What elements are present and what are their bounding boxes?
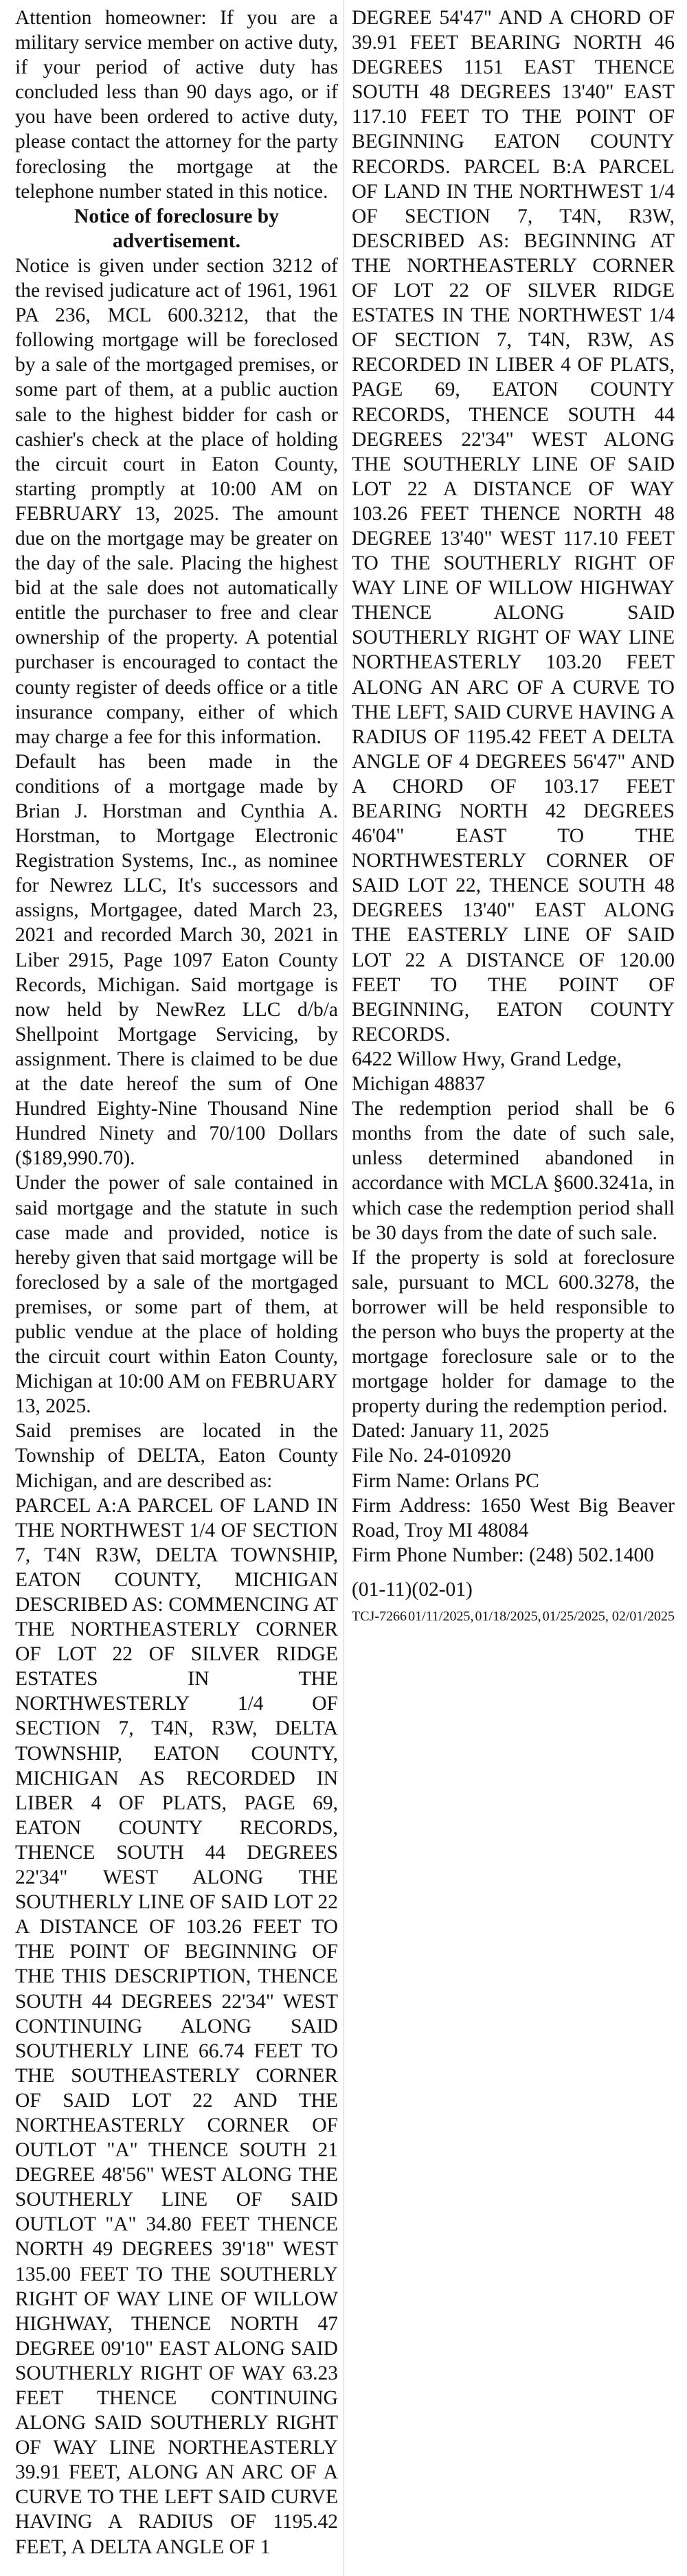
dated-line: Dated: January 11, 2025 xyxy=(352,1420,550,1443)
publication-dates-2: 01/18/2025, xyxy=(475,1609,541,1624)
power-of-sale-paragraph: Under the power of sale contained in said mortgage and the statute in such case made and provided, notice is hereby given that said mortgage will be foreclosed by a sale of the mortgaged premises, or some part of them, at public vendue at the place of holding the circuit court within Eaton County, Michigan at 10:00 AM on FEBRUARY 13, 2025. xyxy=(15,1172,338,1418)
liability-paragraph: If the property is sold at foreclosure sale, pursuant to MCL 600.3278, the borrower will be held responsible to the person who buys the property at the mortgage foreclosure sale or to the mortgage holder for damage to the property during the redemption period. xyxy=(352,1246,675,1418)
military-attention-paragraph: Attention homeowner: If you are a military service member on active duty, if your period of active duty has concluded less than 90 days ago, or if you have been ordered to active duty, please contact the attorney for the party foreclosing the mortgage at the telephone number stated in this notice. xyxy=(15,7,338,203)
property-address-line-1: 6422 Willow Hwy, Grand Ledge, xyxy=(352,1048,622,1070)
default-paragraph: Default has been made in the conditions of a mortgage made by Brian J. Horstman and Cynthia A. Horstman, to Mortgage Electronic Registration Systems, Inc., as nominee for Newrez LLC, It's successors and assigns, Mortgagee, dated March 23, 2021 and recorded March 30, 2021 in Liber 2915, Page 1097 Eaton County Records, Michigan. Said mortgage is now held by NewRez LLC d/b/a Shellpoint Mortgage Servicing, by assignment. There is claimed to be due at the date hereof the sum of One Hundred Eighty-Nine Thousand Nine Hundred Ninety and 70/100 Dollars ($189,990.70). xyxy=(15,750,338,1170)
publication-dates-3: 01/25/2025, 02/01/2025 xyxy=(542,1609,675,1624)
firm-address-line: Firm Address: 1650 West Big Beaver Road, Troy MI 48084 xyxy=(352,1494,675,1541)
run-dates-line: (01-11)(02-01) xyxy=(352,1578,473,1601)
file-number-line: File No. 24-010920 xyxy=(352,1445,511,1467)
sale-notice-paragraph: Notice is given under section 3212 of the revised judicature act of 1961, 1961 PA 236, MCL 600.3212, that the following mortgage will be foreclosed by a sale of the mortgaged premises, or some part of them, at a public auction sale to the highest bidder for cash or cashier's check at the place of holding the circuit court in Eaton County, starting promptly at 10:00 AM on FEBRUARY 13, 2025. The amount due on the mortgage may be greater on the day of the sale. Placing the highest bid at the sale does not automatically entitle the purchaser to free and clear ownership of the property. A potential purchaser is encouraged to contact the county register of deeds office or a title insurance company, either of which may charge a fee for this information. xyxy=(15,254,338,748)
redemption-paragraph: The redemption period shall be 6 months from the date of such sale, unless determined abandoned in accordance with MCLA §600.3241a, in which case the redemption period shall be 30 days from the date of such sale. xyxy=(352,1098,675,1244)
publication-code-id: TCJ-7266 xyxy=(352,1609,407,1624)
premises-location-paragraph: Said premises are located in the Township of DELTA, Eaton County Michigan, and are described as: xyxy=(15,1420,338,1492)
publication-dates-1: 01/11/2025, xyxy=(408,1609,474,1624)
firm-name-line: Firm Name: Orlans PC xyxy=(352,1469,539,1492)
legal-description-part-1: PARCEL A:A PARCEL OF LAND IN THE NORTHWEST 1/4 OF SECTION 7, T4N R3W, DELTA TOWNSHIP, EATON COUNTY, MICHIGAN DESCRIBED AS: COMMENCING AT THE NORTHEASTERLY CORNER OF LOT 22 OF SILVER RIDGE ESTATES IN THE NORTHWESTERLY 1/4 OF SECTION 7, T4N, R3W, DELTA TOWNSHIP, EATON COUNTY, MICHIGAN AS RECORDED IN LIBER 4 OF PLATS, PAGE 69, EATON COUNTY RECORDS, THENCE SOUTH 44 DEGREES 22'34" WEST ALONG THE SOUTHERLY LINE OF SAID LOT 22 A DISTANCE OF 103.26 FEET TO THE POINT OF BEGINNING OF THE THIS DESCRIPTION, THENCE SOUTH 44 DEGREES 22'34" WEST CONTINUING ALONG SAID SOUTHERLY LINE 66.74 FEET TO THE SOUTHEASTERLY CORNER OF SAID LOT 22 AND THE NORTHEASTERLY CORNER OF OUTLOT "A" THENCE SOUTH 21 DEGREE 48'56" WEST ALONG THE SOUTHERLY LINE OF SAID OUTLOT "A" 34.80 FEET THENCE NORTH 49 DEGREES 39'18" WEST 135.00 FEET TO THE SOUTHERLY RIGHT OF WAY LINE OF WILLOW HIGHWAY, THENCE NORTH 47 DEGREE 09'10" EAST ALONG SAID SOUTHERLY RIGHT OF WAY 63.23 FEET THENCE CONTINUING ALONG SAID SOUTHERLY RIGHT OF WAY LINE NORTHEASTERLY 39.91 FEET, ALONG AN ARC OF A CURVE TO THE LEFT SAID CURVE HAVING A RADIUS OF 1195.42 FEET, A DELTA ANGLE OF 1 xyxy=(15,1494,338,2558)
legal-description-part-2: DEGREE 54'47" AND A CHORD OF 39.91 FEET BEARING NORTH 46 DEGREES 1151 EAST THENCE SOUTH 48 DEGREES 13'40" EAST 117.10 FEET TO THE POINT OF BEGINNING EATON COUNTY RECORDS. PARCEL B:A PARCEL OF LAND IN THE NORTHWEST 1/4 OF SECTION 7, T4N, R3W, DESCRIBED AS: BEGINNING AT THE NORTHEASTERLY CORNER OF LOT 22 OF SILVER RIDGE ESTATES IN THE NORTHWEST 1/4 OF SECTION 7, T4N, R3W, AS RECORDED IN LIBER 4 OF PLATS, PAGE 69, EATON COUNTY RECORDS, THENCE SOUTH 44 DEGREES 22'34" WEST ALONG THE SOUTHERLY LINE OF SAID LOT 22 A DISTANCE OF WAY 103.26 FEET THENCE NORTH 48 DEGREE 13'40" WEST 117.10 FEET TO THE SOUTHERLY RIGHT OF WAY LINE OF WILLOW HIGHWAY THENCE ALONG SAID SOUTHERLY RIGHT OF WAY LINE NORTHEASTERLY 103.20 FEET ALONG AN ARC OF A CURVE TO THE LEFT, SAID CURVE HAVING A RADIUS OF 1195.42 FEET A DELTA ANGLE OF 4 DEGREES 56'47" AND A CHORD OF 103.17 FEET BEARING NORTH 42 DEGREES 46'04" EAST TO THE NORTHWESTERLY CORNER OF SAID LOT 22, THENCE SOUTH 48 DEGREES 13'40" EAST ALONG THE EASTERLY LINE OF SAID LOT 22 A DISTANCE OF 120.00 FEET TO THE POINT OF BEGINNING, EATON COUNTY RECORDS. xyxy=(352,7,675,1046)
notice-column-left xyxy=(15,5,338,2560)
property-address-line-2: Michigan 48837 xyxy=(352,1073,486,1096)
notice-title: Notice of foreclosure by advertisement. xyxy=(74,205,279,252)
notice-column-right xyxy=(352,5,675,1625)
firm-phone-line: Firm Phone Number: (248) 502.1400 xyxy=(352,1544,655,1566)
publication-code xyxy=(352,1607,675,1625)
